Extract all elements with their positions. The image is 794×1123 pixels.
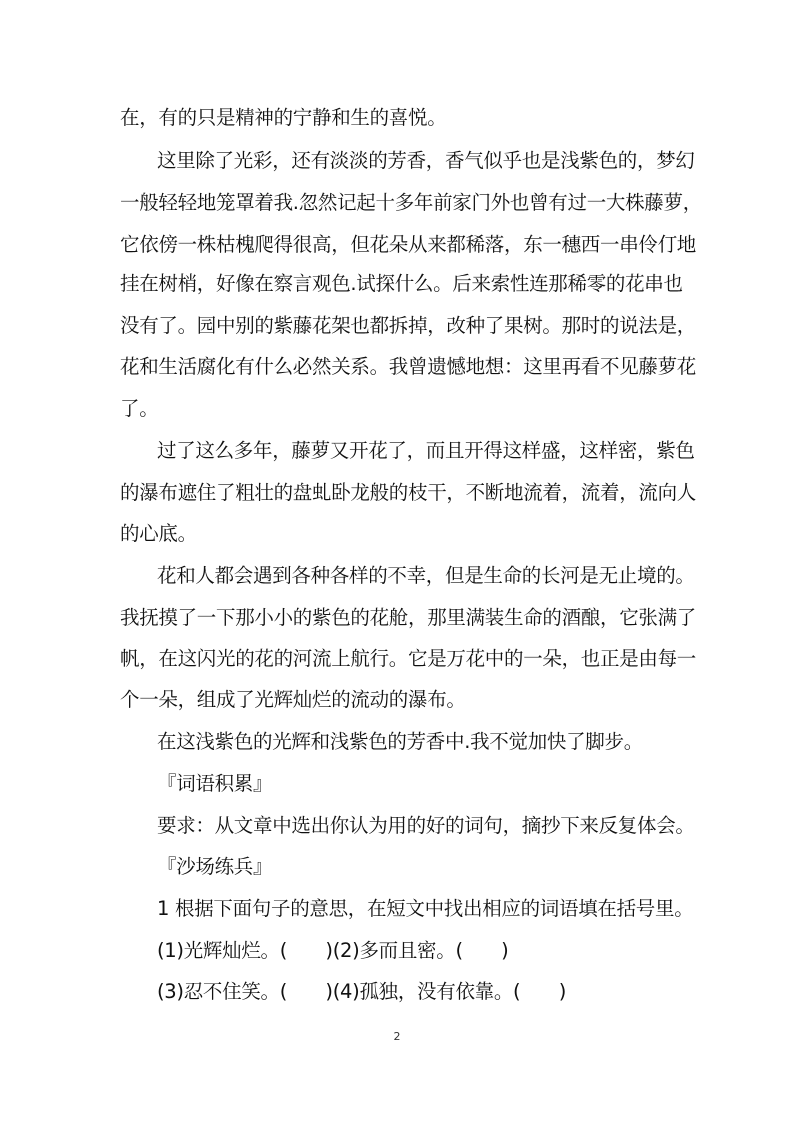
question-line: (3)忍不住笑。( )(4)孤独，没有依靠。( ) xyxy=(157,980,567,1003)
text-line: 要求：从文章中选出你认为用的好的词句，摘抄下来反复体会。 xyxy=(157,814,695,837)
text-line: 我抚摸了一下那小小的紫色的花舱，那里满装生命的酒酿，它张满了 xyxy=(120,606,697,629)
text-line: 过了这么多年，藤萝又开花了，而且开得这样盛，这样密，紫色 xyxy=(157,439,695,462)
text-line: 个一朵，组成了光辉灿烂的流动的瀑布。 xyxy=(120,688,466,711)
section-heading: 『词语积累』 xyxy=(157,772,273,795)
question-line: 1 根据下面句子的意思，在短文中找出相应的词语填在括号里。 xyxy=(157,897,694,920)
text-line: 一般轻轻地笼罩着我.忽然记起十多年前家门外也曾有过一大株藤萝， xyxy=(120,191,702,214)
text-line: 了。 xyxy=(120,397,159,420)
text-line: 帆，在这闪光的花的河流上航行。它是万花中的一朵，也正是由每一 xyxy=(120,647,697,670)
question-line: (1)光辉灿烂。( )(2)多而且密。( ) xyxy=(157,939,509,962)
text-line: 它依傍一株枯槐爬得很高，但花朵从来都稀落，东一穗西一串伶仃地 xyxy=(120,233,697,256)
section-heading: 『沙场练兵』 xyxy=(157,855,273,878)
text-line: 在这浅紫色的光辉和浅紫色的芳香中.我不觉加快了脚步。 xyxy=(157,730,643,753)
text-line: 在，有的只是精神的宁静和生的喜悦。 xyxy=(120,106,447,129)
text-line: 的心底。 xyxy=(120,522,197,545)
text-line: 的瀑布遮住了粗壮的盘虬卧龙般的枝干，不断地流着，流着，流向人 xyxy=(120,481,697,504)
text-line: 花和人都会遇到各种各样的不幸，但是生命的长河是无止境的。 xyxy=(157,564,695,587)
page-number: 2 xyxy=(393,1030,401,1043)
text-line: 花和生活腐化有什么必然关系。我曾遗憾地想：这里再看不见藤萝花 xyxy=(120,355,697,378)
text-line: 这里除了光彩，还有淡淡的芳香，香气似乎也是浅紫色的，梦幻 xyxy=(157,149,695,172)
text-line: 挂在树梢，好像在察言观色.试探什么。后来索性连那稀零的花串也 xyxy=(120,272,683,295)
text-line: 没有了。园中别的紫藤花架也都拆掉，改种了果树。那时的说法是， xyxy=(120,314,697,337)
